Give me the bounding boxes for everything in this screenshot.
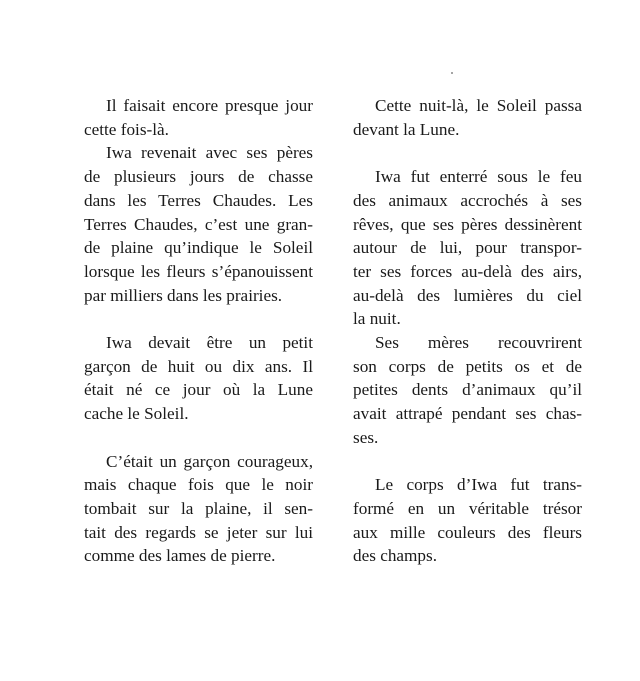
text-line: de plusieurs jours de chasse (84, 167, 313, 187)
text-line: tait des regards se jeter sur lui (84, 522, 313, 542)
text-line: Le corps d’Iwa fut trans- (375, 475, 582, 495)
text-line: la nuit. (353, 309, 401, 329)
paragraph-gap (62, 426, 313, 450)
text-line: petites dents d’animaux qu’il (353, 380, 582, 400)
text-line: formé en un véritable trésor (353, 498, 582, 518)
right-column (331, 94, 582, 568)
ink-speck (451, 72, 453, 74)
text-line: au-delà des lumières du ciel (353, 285, 582, 305)
text-line: cache le Soleil. (84, 404, 189, 424)
left-paragraph-4 (62, 450, 313, 569)
text-line: rêves, que ses pères dessinèrent (353, 214, 582, 234)
text-line: avait attrapé pendant ses chas- (353, 404, 582, 424)
left-paragraph-3 (62, 331, 313, 426)
text-line: lorsque les fleurs s’épanouissent (84, 261, 313, 281)
text-line: ter ses forces au-delà des airs, (353, 261, 582, 281)
text-line: Il faisait encore presque jour (106, 96, 313, 115)
paragraph-gap (62, 307, 313, 331)
text-line: devant la Lune. (353, 119, 460, 139)
right-paragraph-1 (331, 94, 582, 141)
text-line: Ses mères recouvrirent (375, 333, 582, 353)
text-line: mais chaque fois que le noir (84, 475, 313, 495)
text-line: de plaine qu’indique le Soleil (84, 238, 313, 258)
right-paragraph-3 (331, 331, 582, 450)
text-line: autour de lui, pour transpor- (353, 238, 582, 258)
text-line: Iwa devait être un petit (106, 333, 313, 353)
right-paragraph-4 (331, 473, 582, 568)
left-paragraph-1 (62, 94, 313, 141)
text-line: comme des lames de pierre. (84, 546, 276, 566)
text-line: garçon de huit ou dix ans. Il (84, 356, 313, 376)
left-paragraph-2 (62, 141, 313, 307)
text-line: tombait sur la plaine, il sen- (84, 498, 313, 518)
text-line: C’était un garçon courageux, (106, 451, 313, 471)
paragraph-gap (331, 450, 582, 474)
text-line: ses. (353, 427, 379, 447)
text-line: Iwa fut enterré sous le feu (375, 167, 582, 187)
text-line: Cette nuit-là, le Soleil passa (375, 96, 582, 115)
text-line: était né ce jour où la Lune (84, 380, 313, 400)
text-line: aux mille couleurs des fleurs (353, 522, 582, 542)
text-line: des champs. (353, 546, 438, 566)
right-paragraph-2 (331, 165, 582, 331)
text-line: cette fois-là. (84, 119, 169, 139)
text-line: Terres Chaudes, c’est une gran- (84, 214, 313, 234)
text-line: par milliers dans les prairies. (84, 285, 283, 305)
text-line: son corps de petits os et de (353, 356, 582, 376)
paragraph-gap (331, 141, 582, 165)
text-line: Iwa revenait avec ses pères (106, 143, 313, 163)
text-line: des animaux accrochés à ses (353, 190, 582, 210)
text-line: dans les Terres Chaudes. Les (84, 190, 313, 210)
left-column (62, 94, 313, 568)
